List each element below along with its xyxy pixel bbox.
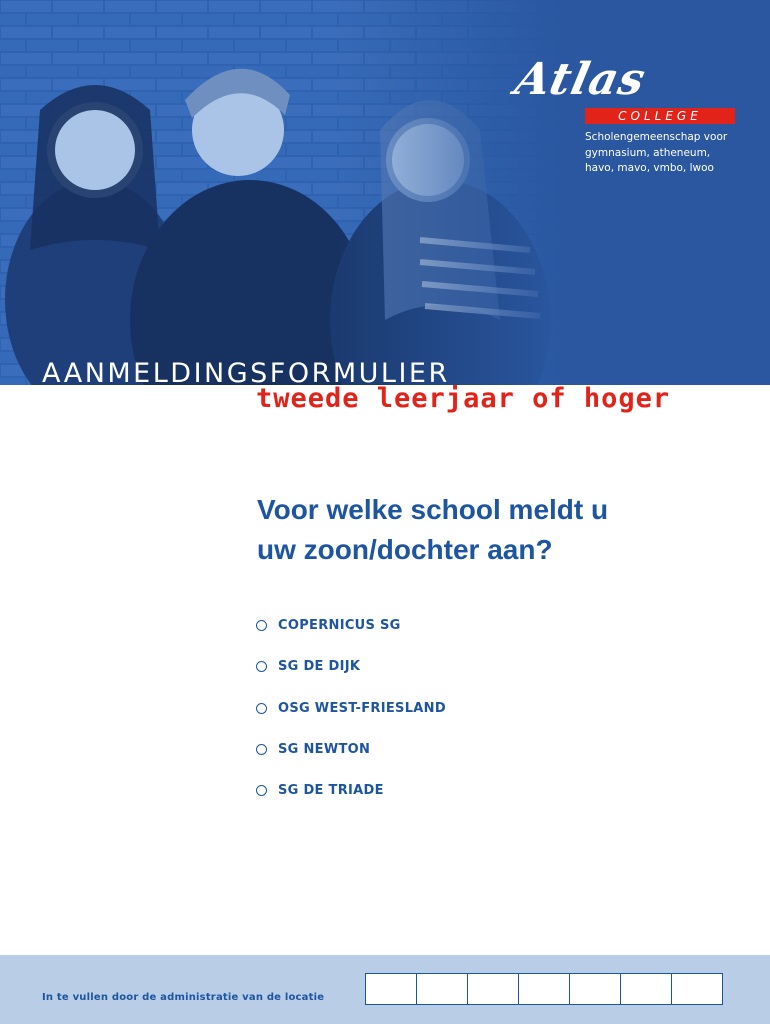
radio-circle-icon[interactable] xyxy=(256,744,267,755)
admin-code-box[interactable] xyxy=(519,974,570,1004)
tagline-line: havo, mavo, vmbo, lwoo xyxy=(585,162,714,174)
logo-script-text: Atlas xyxy=(510,54,651,105)
radio-circle-icon[interactable] xyxy=(256,703,267,714)
radio-circle-icon[interactable] xyxy=(256,661,267,672)
question-line: Voor welke school meldt u xyxy=(257,494,609,525)
form-subtitle: tweede leerjaar of hoger xyxy=(256,383,671,414)
option-newton[interactable] xyxy=(256,729,446,770)
option-label: OSG WEST-FRIESLAND xyxy=(278,700,446,716)
option-de-triade[interactable] xyxy=(256,770,446,811)
admin-code-boxes xyxy=(365,973,723,1005)
option-copernicus[interactable] xyxy=(256,605,446,646)
admin-code-box[interactable] xyxy=(468,974,519,1004)
admin-code-box[interactable] xyxy=(417,974,468,1004)
option-label: SG NEWTON xyxy=(278,742,371,758)
atlas-college-logo xyxy=(508,54,738,123)
school-question xyxy=(257,490,727,570)
radio-circle-icon[interactable] xyxy=(256,785,267,796)
admin-code-box[interactable] xyxy=(621,974,672,1004)
hero-banner xyxy=(0,0,770,385)
tagline-line: Scholengemeenschap voor xyxy=(585,131,728,143)
admin-code-box[interactable] xyxy=(366,974,417,1004)
school-tagline xyxy=(585,130,760,177)
option-label: SG DE DIJK xyxy=(278,659,361,675)
form-title: AANMELDINGSFORMULIER xyxy=(42,358,450,389)
admin-code-box[interactable] xyxy=(570,974,621,1004)
hero-photo xyxy=(0,0,560,385)
option-west-friesland[interactable] xyxy=(256,688,446,729)
radio-circle-icon[interactable] xyxy=(256,620,267,631)
option-label: SG DE TRIADE xyxy=(278,783,384,799)
logo-college-bar: COLLEGE xyxy=(585,108,735,124)
admin-code-box[interactable] xyxy=(672,974,722,1004)
school-options xyxy=(256,605,446,811)
option-label: COPERNICUS SG xyxy=(278,618,401,634)
option-de-dijk[interactable] xyxy=(256,646,446,687)
tagline-line: gymnasium, atheneum, xyxy=(585,146,711,159)
admin-footer-label: In te vullen door de administratie van de locatie xyxy=(42,992,325,1003)
question-line: uw zoon/dochter aan? xyxy=(257,534,553,565)
